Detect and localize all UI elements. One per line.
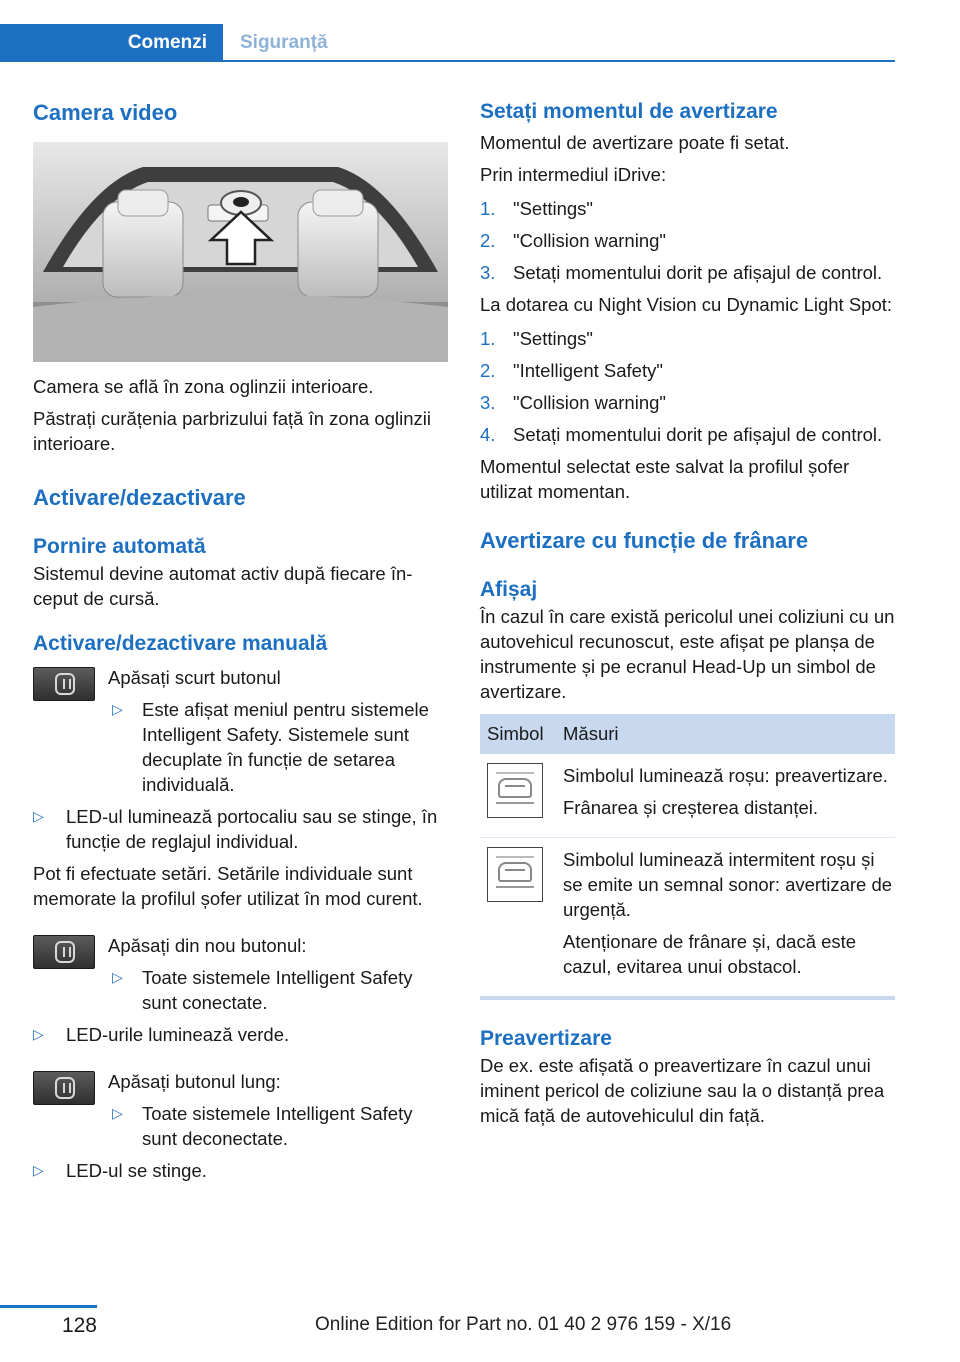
- list-item: ▷ LED-ul se stinge.: [33, 1160, 207, 1181]
- press-long-list: [108, 1101, 448, 1151]
- list-item: 1. "Settings": [480, 328, 593, 349]
- triangle-bullet-icon: ▷: [112, 1105, 123, 1121]
- column-header-measures: Măsuri: [555, 714, 895, 754]
- manual-title: Activare/dezactivare manuală: [33, 632, 328, 655]
- auto-start-title: Pornire automată: [33, 535, 206, 558]
- right-column: [480, 98, 895, 1128]
- column-header-symbol: Simbol: [480, 714, 555, 754]
- tab-siguranta[interactable]: Siguranță: [240, 32, 328, 53]
- press-again-list: [108, 965, 448, 1015]
- night-vision-text: La dotarea cu Night Vision cu Dynamic Light Spot:: [480, 294, 893, 315]
- list-item: 1. "Settings": [480, 198, 593, 219]
- table-header-row: [480, 714, 895, 754]
- triangle-bullet-icon: ▷: [33, 808, 44, 824]
- pre-warning-title: Preavertizare: [480, 1027, 612, 1050]
- led-orange-list: [33, 804, 448, 854]
- camera-title: Camera video: [33, 100, 178, 125]
- collision-warning-car-icon: [487, 847, 543, 902]
- list-item: 3. Setați momentului dorit pe afișajul de control.: [480, 262, 883, 283]
- list-item: 4. Setați momentului dorit pe afișajul de control.: [480, 424, 883, 445]
- symbol-table: [480, 714, 895, 1000]
- warning-time-text-1: Momentul de avertizare poate fi setat.: [480, 132, 790, 153]
- symbol-cell: [480, 754, 555, 838]
- press-short-row: [33, 665, 448, 797]
- top-tab-bar: [0, 24, 895, 62]
- car-interior-illustration: [33, 142, 448, 362]
- led-off-list: [33, 1158, 448, 1183]
- triangle-bullet-icon: ▷: [112, 969, 123, 985]
- measures-cell: Simbolul luminează roșu: preavertizare. Frânarea și creșterea distanței.: [555, 754, 895, 838]
- tab-comenzi[interactable]: Comenzi: [0, 24, 223, 62]
- press-again-row: [33, 933, 448, 1015]
- tab-bar-divider: [0, 60, 895, 62]
- list-item: ▷ Toate sistemele Intelligent Safety sunt deconectate.: [112, 1103, 413, 1149]
- camera-text-2: Păstrați curățenia parbrizului față în zona oglinzii interioare.: [33, 408, 431, 454]
- activation-title: Activare/dezactivare: [33, 485, 246, 510]
- brake-warning-title: Avertizare cu funcție de frânare: [480, 528, 809, 553]
- list-item: ▷ Toate sistemele Intelligent Safety sunt conectate.: [112, 967, 413, 1013]
- saved-text: Momentul selectat este salvat la profilul șofer utilizat momentan.: [480, 456, 850, 502]
- safety-button-icon: [33, 667, 95, 701]
- led-green-list: [33, 1022, 448, 1047]
- night-vision-steps-list: [480, 326, 895, 447]
- press-long-text: Apăsați butonul lung:: [108, 1071, 281, 1092]
- table-row: [480, 838, 895, 999]
- list-item: 2. "Collision warning": [480, 230, 666, 251]
- camera-photo: [33, 142, 448, 362]
- footer-divider: [0, 1305, 97, 1308]
- symbol-cell: [480, 838, 555, 999]
- list-item: ▷ LED-ul luminează portocaliu sau se stinge, în funcție de reglajul individual.: [33, 806, 438, 852]
- display-text: În cazul în care există pericolul unei coliziuni cu un autovehicul recunoscut, este afișat pe planșa de instrumente și pe ecranul Head-Up un simbol de avertizare.: [480, 606, 895, 702]
- warning-time-text-2: Prin intermediul iDrive:: [480, 164, 667, 185]
- triangle-bullet-icon: ▷: [33, 1162, 44, 1178]
- left-column: [33, 98, 448, 1183]
- table-row: [480, 754, 895, 838]
- press-short-list: [108, 697, 448, 797]
- camera-text-1: Camera se află în zona oglinzii interioare.: [33, 376, 374, 397]
- press-short-text: Apăsați scurt butonul: [108, 667, 281, 688]
- page-number: 128: [61, 1314, 97, 1337]
- measures-cell: Simbolul luminează intermitent roșu și se emite un semnal sonor: avertizare de urgență. Atenționare de frânare și, dacă este cazul, evitarea unui obstacol.: [555, 838, 895, 999]
- warning-time-title: Setați momentul de avertizare: [480, 100, 778, 123]
- collision-warning-car-icon: [487, 763, 543, 818]
- press-long-row: [33, 1069, 448, 1151]
- triangle-bullet-icon: ▷: [33, 1026, 44, 1042]
- list-item: ▷ Este afișat meniul pentru sistemele Intelligent Safety. Sistemele sunt decuplate în funcție de setarea individuală.: [112, 699, 429, 795]
- list-item: 2. "Intelligent Safety": [480, 360, 663, 381]
- triangle-bullet-icon: ▷: [112, 701, 123, 717]
- edition-footnote: Online Edition for Part no. 01 40 2 976 159 - X/16: [315, 1314, 732, 1335]
- safety-button-icon: [33, 1071, 95, 1105]
- settings-steps-list: [480, 196, 895, 285]
- display-title: Afișaj: [480, 578, 538, 601]
- pre-warning-text: De ex. este afișată o preavertizare în cazul unui iminent pericol de coliziune sau la o distanță prea mică față de autovehiculul din față.: [480, 1055, 885, 1126]
- press-again-text: Apăsați din nou butonul:: [108, 935, 307, 956]
- auto-start-text: Sistemul devine automat activ după fiecare început de cursă.: [33, 563, 413, 609]
- list-item: ▷ LED-urile luminează verde.: [33, 1024, 290, 1045]
- list-item: 3. "Collision warning": [480, 392, 666, 413]
- safety-button-icon: [33, 935, 95, 969]
- settings-text: Pot fi efectuate setări. Setările individuale sunt memorate la profilul șofer utilizat în mod curent.: [33, 863, 423, 909]
